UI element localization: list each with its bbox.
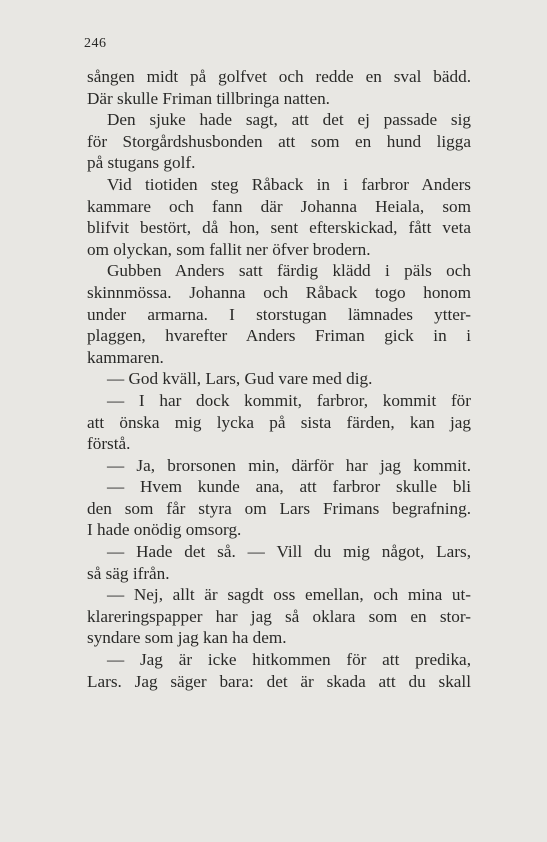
text-line: på stugans golf. [87,153,196,173]
text-line: sången midt på golfvet och redde en sval bädd. [87,67,471,86]
text-line: kammare och fann där Johanna Heiala, som [87,196,471,216]
text-line: — Jag är icke hitkommen för att predika, [107,650,471,670]
body-text [87,66,471,692]
text-line: Vid tiotiden steg Råback in i farbror Anders [107,174,471,194]
text-line: — Nej, allt är sagdt oss emellan, och mina ut- [107,585,471,605]
text-line: så säg ifrån. [87,563,170,583]
text-line: Den sjuke hade sagt, att det ej passade sig [107,110,471,130]
text-line: Lars. Jag säger bara: det är skada att du skall [87,671,471,691]
text-line: kammaren. [87,347,164,367]
text-line: klareringspapper har jag så oklara som en stor- [87,606,471,626]
text-line: — God kväll, Lars, Gud vare med dig. [107,369,373,389]
text-line: att önska mig lycka på sista färden, kan jag [87,412,471,432]
text-line: Gubben Anders satt färdig klädd i päls och [107,261,471,281]
text-line: Där skulle Friman tillbringa natten. [87,88,330,108]
text-line: förstå. [87,434,131,454]
text-line: om olyckan, som fallit ner öfver brodern. [87,239,371,259]
text-line: — Ja, brorsonen min, därför har jag kommit. [107,455,471,475]
text-line: skinnmössa. Johanna och Råback togo honom [87,282,471,302]
text-line: blifvit bestört, då hon, sent efterskickad, fått veta [87,218,471,238]
text-line: syndare som jag kan ha dem. [87,628,287,648]
text-line: — I har dock kommit, farbror, kommit för [107,390,471,410]
text-line: den som får styra om Lars Frimans begrafning. [87,498,471,518]
page-number: 246 [84,36,107,51]
text-line: under armarna. I storstugan lämnades ytter- [87,304,471,324]
text-line: — Hade det så. — Vill du mig något, Lars, [107,542,471,562]
text-line: plaggen, hvarefter Anders Friman gick in i [87,326,471,346]
text-line: — Hvem kunde ana, att farbror skulle bli [107,477,471,497]
text-line: I hade onödig omsorg. [87,520,242,540]
text-line: för Storgårdshusbonden att som en hund ligga [87,131,471,151]
